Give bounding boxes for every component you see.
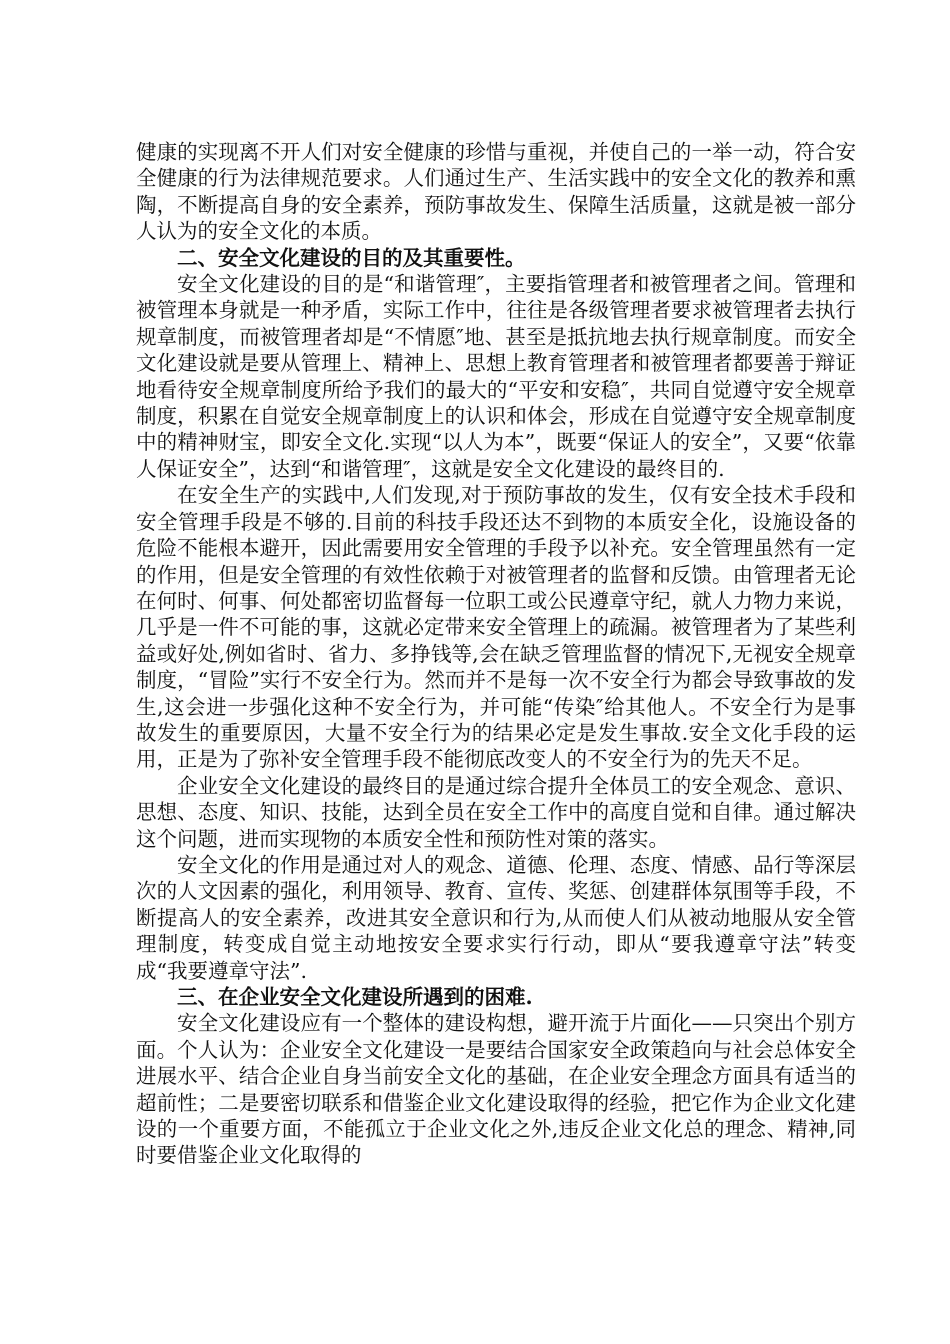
document-page [136,139,856,1169]
section-heading-2: 二、安全文化建设的目的及其重要性。 [177,245,526,270]
paragraph-practice: 在安全生产的实践中,人们发现,对于预防事故的发生，仅有安全技术手段和安全管理手段是不够的.目前的科技手段还达不到物的本质安全化，设施设备的危险不能根本避开，因此需要用安全管理的手段予以补充。安全管理虽然有一定的作用，但是安全管理的有效性依赖于对被管理者的监督和反馈。由管理者无论在何时、何事、何处都密切监督每一位职工或公民遵章守纪，就人力物力来说，几乎是一件不可能的事，这就必定带来安全管理上的疏漏。被管理者为了某些利益或好处,例如省时、省力、多挣钱等,会在缺乏管理监督的情况下,无视安全规章制度，“冒险”实行不安全行为。然而并不是每一次不安全行为都会导致事故的发生,这会进一步强化这种不安全行为，并可能“传染″给其他人。不安全行为是事故发生的重要原因，大量不安全行为的结果必定是发生事故.安全文化手段的运用，正是为了弥补安全管理手段不能彻底改变人的不安全行为的先天不足。 [136,483,856,772]
paragraph-intro-continuation: 健康的实现离不开人们对安全健康的珍惜与重视，并使自己的一举一动，符合安全健康的行为法律规范要求。人们通过生产、生活实践中的安全文化的教养和熏陶，不断提高自身的安全素养，预防事故发生、保障生活质量，这就是被一部分人认为的安全文化的本质。 [136,140,856,244]
paragraph-difficulties: 安全文化建设应有一个整体的建设构想，避开流于片面化——只突出个别方面。个人认为：企业安全文化建设一是要结合国家安全政策趋向与社会总体安全进展水平、结合企业自身当前安全文化的基础，在企业安全理念方面具有适当的超前性；二是要密切联系和借鉴企业文化建设取得的经验，把它作为企业文化建设的一个重要方面，不能孤立于企业文化之外,违反企业文化总的理念、精神,同时要借鉴企业文化取得的 [136,1011,856,1168]
paragraph-purpose: 安全文化建设的目的是“和谐管理″，主要指管理者和被管理者之间。管理和被管理本身就是一种矛盾，实际工作中，往往是各级管理者要求被管理者去执行规章制度，而被管理者却是“不情愿″地、甚至是抵抗地去执行规章制度。而安全文化建设就是要从管理上、精神上、思想上教育管理者和被管理者都要善于辩证地看待安全规章制度所给予我们的最大的“平安和安稳″，共同自觉遵守安全规章制度，积累在自觉安全规章制度上的认识和体会，形成在自觉遵守安全规章制度中的精神财宝，即安全文化.实现“以人为本”，既要“保证人的安全”，又要“依靠人保证安全”，达到“和谐管理″，这就是安全文化建设的最终目的. [136,272,856,481]
section-heading-3: 三、在企业安全文化建设所遇到的困难. [177,985,533,1009]
paragraph-ultimate-goal: 企业安全文化建设的最终目的是通过综合提升全体员工的安全观念、意识、思想、态度、知识、技能，达到全员在安全工作中的高度自觉和自律。通过解决这个问题，进而实现物的本质安全性和预防性对策的落实。 [136,773,856,851]
paragraph-role: 安全文化的作用是通过对人的观念、道德、伦理、态度、情感、品行等深层次的人文因素的强化，利用领导、教育、宣传、奖惩、创建群体氛围等手段，不断提高人的安全素养，改进其安全意识和行为,从而使人们从被动地服从安全管理制度，转变成自觉主动地按安全要求实行行动，即从“要我遵章守法”转变成“我要遵章守法”. [136,852,856,983]
